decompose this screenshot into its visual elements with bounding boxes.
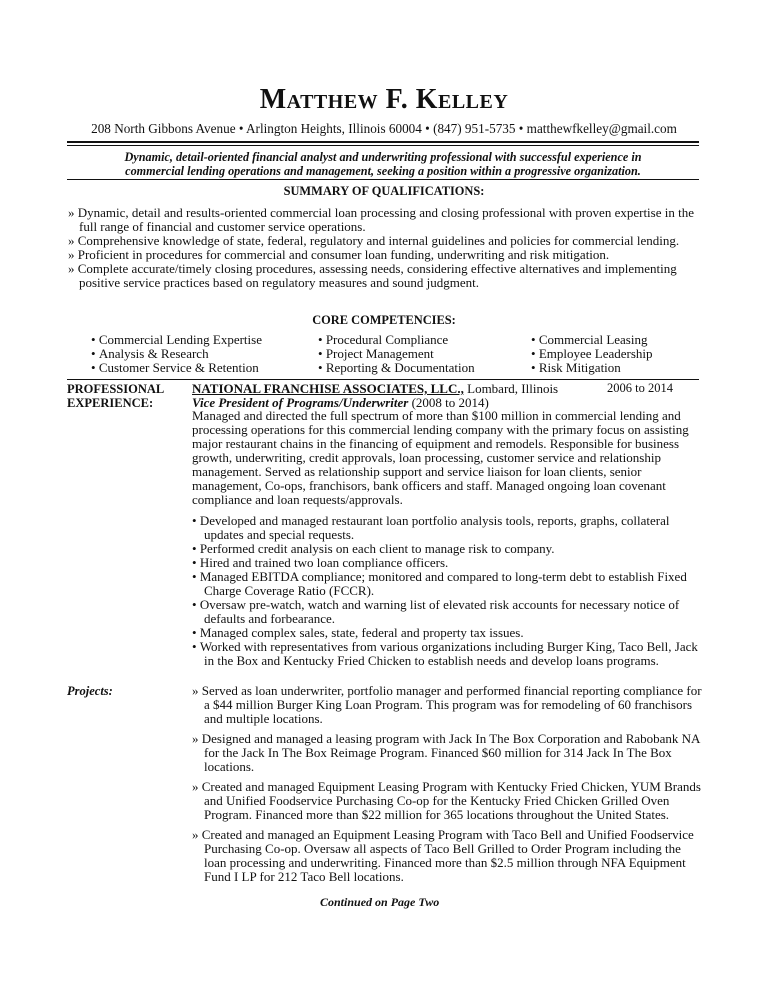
candidate-name: Matthew F. Kelley <box>259 84 509 115</box>
competency-item: • Reporting & Documentation <box>318 361 475 375</box>
competency-item: • Commercial Leasing <box>531 333 653 347</box>
job-title-dates: (2008 to 2014) <box>411 395 489 410</box>
responsibility-item: • Developed and managed restaurant loan portfolio analysis tools, reports, graphs, collateral updates and special requests. <box>192 514 704 542</box>
project-item: » Served as loan underwriter, portfolio manager and performed financial reporting compliance for a $44 million Burger King Loan Program. This program was for remodeling of 60 franchisors and multiple locations. <box>192 684 704 726</box>
responsibility-item: • Hired and trained two loan compliance officers. <box>192 556 704 570</box>
competency-item: • Employee Leadership <box>531 347 653 361</box>
job-title: Vice President of Programs/Underwriter <box>192 395 409 410</box>
qualification-item: » Complete accurate/timely closing procedures, assessing needs, considering effective alternatives and implementing positive service practices based on regulatory measures and sound judgment. <box>68 261 677 290</box>
responsibility-item: • Managed complex sales, state, federal and property tax issues. <box>192 626 704 640</box>
projects-list <box>192 684 704 890</box>
responsibility-item: • Performed credit analysis on each client to manage risk to company. <box>192 542 704 556</box>
project-item: » Created and managed Equipment Leasing Program with Kentucky Fried Chicken, YUM Brands and Unified Foodservice Purchasing Co-op for the Kentucky Fried Chicken Grilled Oven Program. Financed more than $22 million for 365 locations throughout the United States. <box>192 780 704 822</box>
competency-item: • Customer Service & Retention <box>91 361 262 375</box>
tagline-line-1: Dynamic, detail-oriented financial analyst and underwriting professional with successful experience in <box>124 150 642 164</box>
experience-label-line-1: PROFESSIONAL <box>67 382 165 396</box>
responsibility-item: • Oversaw pre-watch, watch and warning list of elevated risk accounts for necessary notice of defaults and forbearance. <box>192 598 704 626</box>
tagline-rule <box>67 179 699 180</box>
objective-tagline <box>67 150 699 178</box>
responsibilities-list <box>192 514 704 668</box>
company-name: NATIONAL FRANCHISE ASSOCIATES, LLC., <box>192 381 464 396</box>
projects-label: Projects: <box>67 684 113 698</box>
competencies-col-1 <box>91 333 262 375</box>
header-rule-thick <box>67 141 699 143</box>
employment-dates: 2006 to 2014 <box>607 381 673 395</box>
company-location: Lombard, Illinois <box>467 381 559 396</box>
experience-label-line-2: EXPERIENCE: <box>67 396 154 410</box>
competency-item: • Procedural Compliance <box>318 333 475 347</box>
contact-line: 208 North Gibbons Avenue • Arlington Heights, Illinois 60004 • (847) 951-5735 • matthewfkelley@gmail.com <box>91 121 677 136</box>
competencies-col-3 <box>531 333 653 375</box>
responsibility-item: • Worked with representatives from various organizations including Burger King, Taco Bell, Jack in the Box and Kentucky Fried Chicken to establish needs and develop loans programs. <box>192 640 704 668</box>
competency-item: • Project Management <box>318 347 475 361</box>
section-rule <box>67 379 699 380</box>
job-summary: Managed and directed the full spectrum of more than $100 million in commercial lending and processing operations for this commercial lending company with the primary focus on assisting major restaurant chains in the financing of equipment and remodels. Responsible for business growth, underwriting, credit approvals, loan processing, customer service and relationship management. Served as relationship support and service liaison for loan clients, senior management, Co-ops, franchisors, bank officers and staff. Managed ongoing loan covenant compliance and loan requests/approvals. <box>192 408 689 507</box>
experience-label <box>67 382 164 410</box>
responsibility-item: • Managed EBITDA compliance; monitored and compared to long-term debt to establish Fixed Charge Coverage Ratio (FCCR). <box>192 570 704 598</box>
competencies-heading: CORE COMPETENCIES: <box>312 313 456 327</box>
project-item: » Designed and managed a leasing program with Jack In The Box Corporation and Rabobank NA for the Jack In The Box Reimage Program. Financed $60 million for 314 Jack In The Box locations. <box>192 732 704 774</box>
competency-item: • Risk Mitigation <box>531 361 653 375</box>
qualification-item: » Dynamic, detail and results-oriented commercial loan processing and closing professional with proven expertise in the full range of financial and customer service operations. <box>68 205 694 234</box>
competency-item: • Analysis & Research <box>91 347 262 361</box>
competency-item: • Commercial Lending Expertise <box>91 333 262 347</box>
competencies-col-2 <box>318 333 475 375</box>
tagline-line-2: commercial lending operations and management, seeking a position within a progressive organization. <box>125 164 641 178</box>
qualifications-list <box>68 206 708 290</box>
qualification-item: » Proficient in procedures for commercial and consumer loan funding, underwriting and risk mitigation. <box>68 247 610 262</box>
summary-heading: SUMMARY OF QUALIFICATIONS: <box>283 184 485 198</box>
project-item: » Created and managed an Equipment Leasing Program with Taco Bell and Unified Foodservice Purchasing Co-op. Oversaw all aspects of Taco Bell Grilled to Order Program including the loan processing and underwriting. Financed more than $2.5 million through NFA Equipment Fund I LP for 212 Taco Bell locations. <box>192 828 704 884</box>
continued-note: Continued on Page Two <box>320 895 440 909</box>
header-rule-thin <box>67 145 699 146</box>
qualification-item: » Comprehensive knowledge of state, federal, regulatory and internal guidelines and policies for commercial lending. <box>68 233 680 248</box>
